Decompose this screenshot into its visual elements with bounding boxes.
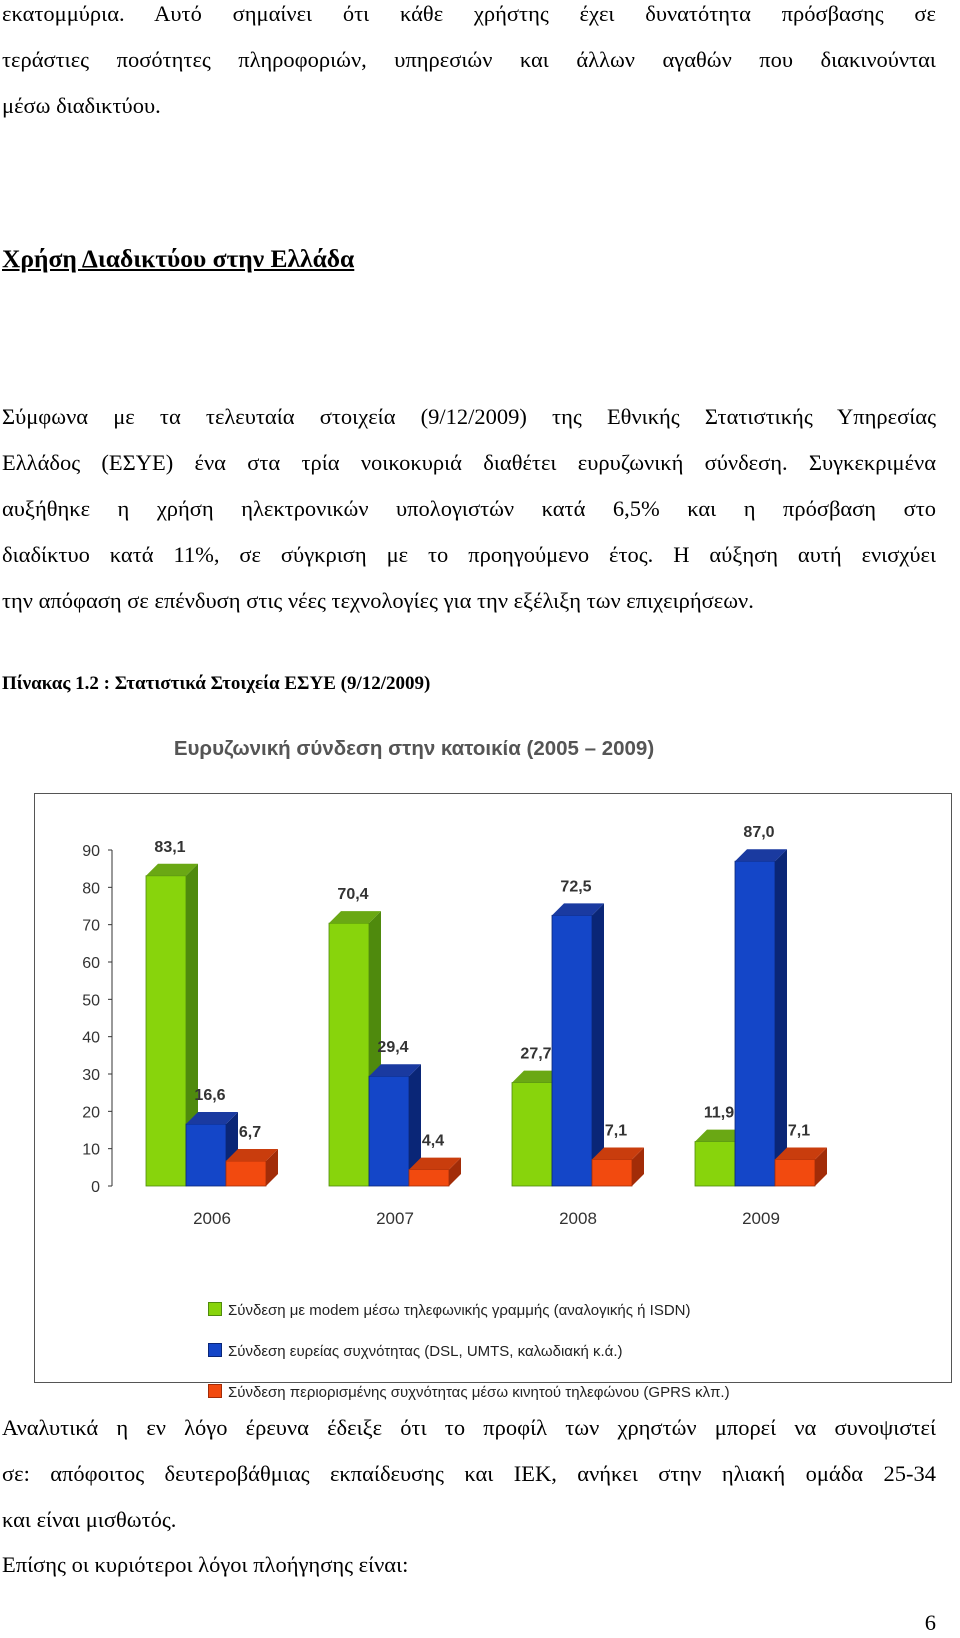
reasons-paragraph: Επίσης οι κυριότεροι λόγοι πλοήγησης είναι: (2, 1552, 409, 1577)
y-tick-label: 90 (82, 843, 100, 860)
bar-1-2009 (735, 861, 775, 1186)
bar-1-2006 (186, 1124, 226, 1186)
stats-line-5: την απόφαση σε επένδυση στις νέες τεχνολογίες για την εξέλιξη των επιχειρήσεων. (2, 588, 754, 613)
stats-line-4: διαδίκτυο κατά 11%, σε σύγκριση με το προηγούμενο έτος. Η αύξηση αυτή ενισχύει (2, 542, 936, 567)
y-tick-label: 70 (82, 917, 100, 935)
bar-2-2009 (775, 1159, 815, 1186)
bar-0-2008 (512, 1083, 552, 1186)
profile-line-1: Αναλυτικά η εν λόγο έρευνα έδειξε ότι το προφίλ των χρηστών μπορεί να συνοψιστεί (2, 1415, 936, 1440)
bar-2-2008 (592, 1159, 632, 1186)
data-label-0-2007: 70,4 (337, 886, 369, 904)
data-label-2-2008: 7,1 (604, 1122, 628, 1140)
bar-side-1-2008 (592, 903, 604, 1186)
bar-1-2007 (369, 1076, 409, 1186)
legend-label-mobile: Σύνδεση περιορισμένης συχνότητας μέσω κινητού τηλεφώνου (GPRS κλπ.) (228, 1384, 730, 1401)
intro-line-2: τεράστιες ποσότητες πληροφοριών, υπηρεσιών και άλλων αγαθών που διακινούνται (2, 47, 936, 72)
data-label-1-2009: 87,0 (743, 824, 775, 842)
data-label-0-2009: 11,9 (703, 1104, 735, 1122)
data-label-2-2009: 7,1 (787, 1122, 811, 1140)
bar-1-2008 (552, 915, 592, 1186)
profile-line-2: σε: απόφοιτος δευτεροβάθμιας εκπαίδευσης και ΙΕΚ, ανήκει στην ηλιακή ομάδα 25-34 (2, 1461, 936, 1486)
y-tick-label: 40 (82, 1029, 100, 1047)
data-label-1-2007: 29,4 (377, 1039, 409, 1057)
legend-item-broadband (208, 1343, 622, 1363)
stats-line-3: αυξήθηκε η χρήση ηλεκτρονικών υπολογιστών κατά 6,5% και η πρόσβαση στο (2, 496, 936, 521)
data-label-0-2008: 27,7 (520, 1045, 552, 1063)
bar-0-2006 (146, 876, 186, 1186)
bar-chart (34, 793, 952, 1383)
data-label-1-2008: 72,5 (560, 878, 592, 896)
bar-2-2006 (226, 1161, 266, 1186)
legend-swatch-mobile (208, 1384, 222, 1398)
intro-line-1: εκατομμύρια. Αυτό σημαίνει ότι κάθε χρήστης έχει δυνατότητα πρόσβασης σε (2, 1, 936, 26)
legend-label-modem: Σύνδεση με modem μέσω τηλεφωνικής γραμμής (αναλογικής ή ISDN) (228, 1302, 691, 1319)
y-tick-label: 30 (82, 1067, 100, 1084)
legend-swatch-modem (208, 1302, 222, 1316)
y-tick-label: 50 (82, 992, 100, 1010)
profile-line-3: και είναι μισθωτός. (2, 1507, 177, 1532)
stats-line-2: Ελλάδος (ΕΣΥΕ) ένα στα τρία νοικοκυριά διαθέτει ευρυζωνική σύνδεση. Συγκεκριμένα (2, 450, 936, 475)
y-tick-label: 80 (82, 880, 100, 898)
legend-item-mobile (208, 1384, 730, 1404)
intro-line-3: μέσω διαδικτύου. (2, 93, 161, 118)
chart-title: Ευρυζωνική σύνδεση στην κατοικία (2005 – 2009) (173, 737, 655, 760)
bar-2-2007 (409, 1170, 449, 1186)
legend-item-modem (208, 1302, 691, 1322)
x-tick-label-2008: 2008 (559, 1209, 597, 1228)
page-number: 6 (924, 1610, 936, 1635)
bar-0-2009 (695, 1142, 735, 1186)
table-caption: Πίνακας 1.2 : Στατιστικά Στοιχεία ΕΣΥΕ (9/12/2009) (2, 673, 431, 694)
intro-paragraph (2, 0, 936, 129)
y-tick-label: 60 (82, 955, 100, 972)
legend-swatch-broadband (208, 1343, 222, 1357)
y-tick-label: 0 (91, 1179, 100, 1196)
stats-paragraph (2, 394, 936, 624)
stats-line-1: Σύμφωνα με τα τελευταία στοιχεία (9/12/2009) της Εθνικής Στατιστικής Υπηρεσίας (2, 404, 936, 429)
x-tick-label-2009: 2009 (742, 1209, 780, 1228)
legend-label-broadband: Σύνδεση ευρείας συχνότητας (DSL, UMTS, καλωδιακή κ.ά.) (228, 1343, 623, 1360)
x-tick-label-2007: 2007 (376, 1209, 414, 1228)
bar-0-2007 (329, 923, 369, 1186)
bar-side-1-2009 (775, 849, 787, 1186)
y-tick-label: 10 (82, 1141, 100, 1159)
data-label-2-2007: 4,4 (421, 1132, 445, 1150)
data-label-1-2006: 16,6 (194, 1087, 226, 1105)
data-label-2-2006: 6,7 (238, 1123, 262, 1141)
profile-paragraph (2, 1405, 936, 1543)
data-label-0-2006: 83,1 (154, 838, 186, 856)
x-tick-label-2006: 2006 (193, 1209, 231, 1228)
y-tick-label: 20 (82, 1104, 100, 1122)
section-heading: Χρήση Διαδικτύου στην Ελλάδα (2, 244, 355, 273)
